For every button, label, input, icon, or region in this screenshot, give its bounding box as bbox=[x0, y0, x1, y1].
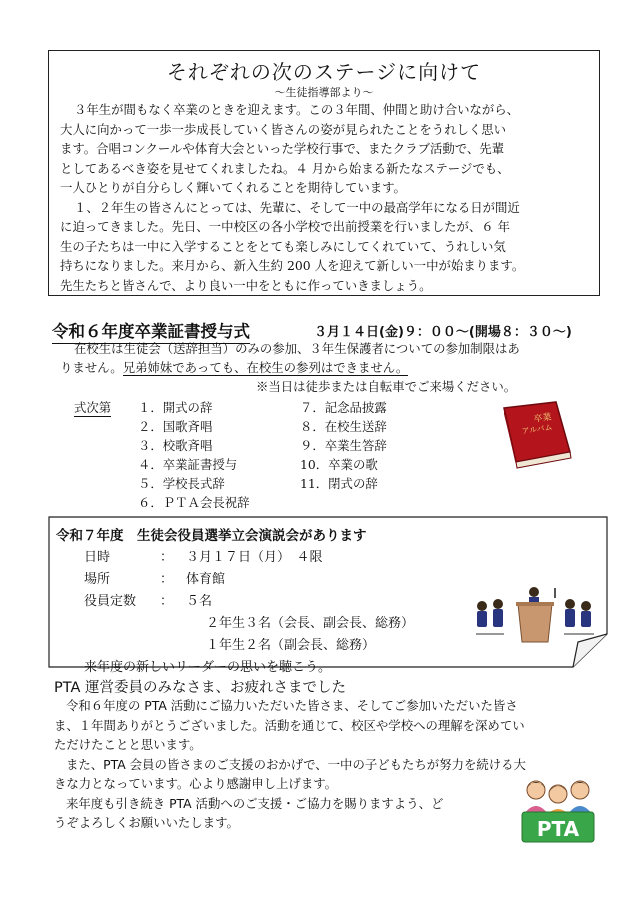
program-item: ６．ＰＴＡ会長祝辞 bbox=[138, 495, 250, 510]
colon: ： bbox=[160, 572, 174, 587]
pta-badge-text: PTA bbox=[536, 817, 580, 841]
paragraph-line: 一人ひとりが自分らしく輝いてくれることを期待しています。 bbox=[60, 180, 406, 195]
program-label: 式次第 bbox=[74, 400, 112, 415]
paragraph-line: 持ちになりました。来月から、新入生約 200 人を迎えて新しい一中が始まります。 bbox=[60, 258, 525, 273]
place-label: 場所 bbox=[84, 572, 111, 587]
paragraph-line: 在校生は生徒会（送辞担当）のみの参加、３年生保護者についての参加制限はあ bbox=[74, 341, 520, 356]
paragraph-line: ま、１年間ありがとうございました。活動を通じて、校区や学校への理解を深めてい bbox=[54, 717, 525, 733]
program-item: ３．校歌斉唱 bbox=[138, 438, 213, 453]
album-subtitle-text: アルバム bbox=[521, 422, 554, 436]
pta-people-icon bbox=[516, 774, 600, 848]
section-subtitle: ～生徒指導部より～ bbox=[274, 86, 374, 99]
paragraph-line: １、２年生の皆さんにとっては、先輩に、そして一中の最高学年になる日が間近 bbox=[74, 199, 520, 215]
speech-illustration-icon bbox=[472, 584, 600, 644]
grade2-quota: ２年生３名（会長、副会長、総務） bbox=[206, 616, 415, 631]
election-title: 令和７年度 生徒会役員選挙立会演説会があります bbox=[56, 528, 367, 544]
album-title-text: 卒業 bbox=[533, 412, 553, 425]
closing-message: 来年度の新しいリーダーの思いを聴こう。 bbox=[84, 660, 332, 675]
paragraph-line: 来年度も引き続き PTA 活動へのご支援・ご協力を賜りますよう、ど bbox=[66, 795, 444, 811]
program-item: ５．学校長式辞 bbox=[138, 476, 225, 491]
place-value: 体育館 bbox=[186, 572, 226, 587]
paragraph-line: また、PTA 会員の皆さまのご支援のおかげで、一中の子どもたちが努力を続ける大 bbox=[66, 756, 526, 772]
program-item: ８．在校生送辞 bbox=[300, 419, 387, 434]
section-title: それぞれの次のステージに向けて bbox=[166, 60, 482, 84]
program-item: １．開式の辞 bbox=[138, 400, 213, 415]
paragraph-line: 生の子たちは一中に入学することをとても楽しみにしてくれていて、うれしい気 bbox=[60, 238, 506, 254]
paragraph-line: ３年生が間もなく卒業のときを迎えます。この３年間、仲間と助け合いながら、 bbox=[74, 102, 520, 117]
paragraph-line: 先生たちと皆さんで、より良い一中をともに作っていきましょう。 bbox=[60, 277, 432, 293]
colon: ： bbox=[160, 550, 174, 565]
program-item: ２．国歌斉唱 bbox=[138, 419, 213, 434]
paragraph-line: きな力となっています。心より感謝申し上げます。 bbox=[54, 776, 337, 791]
colon: ： bbox=[160, 594, 174, 609]
paragraph-line: としてあるべき姿を見せてくれましたね。４ 月から始まる新たなステージでも、 bbox=[60, 160, 510, 176]
ceremony-date: ３月１４日(金)９：００～(開場８：３０～) bbox=[314, 325, 572, 340]
attendance-note: ※当日は徒歩または自転車でご来場ください。 bbox=[256, 379, 517, 394]
ceremony-heading: 令和６年度卒業証書授与式 bbox=[52, 318, 250, 344]
count-value: ５名 bbox=[186, 594, 213, 609]
paragraph-line: ただけたことと思います。 bbox=[54, 737, 202, 752]
underlined-notice: 兄弟姉妹であっても、在校生の参列はできません。 bbox=[122, 360, 409, 375]
pta-heading: PTA 運営委員のみなさま、お疲れさまでした bbox=[54, 680, 347, 696]
paragraph-line: に迫ってきました。先日、一中校区の各小学校で出前授業を行いましたが、６ 年 bbox=[60, 219, 511, 234]
program-item: ９．卒業生答辞 bbox=[300, 438, 387, 453]
paragraph-line: うぞよろしくお願いいたします。 bbox=[54, 815, 239, 830]
paragraph-line: 大人に向かって一歩一歩成長していく皆さんの姿が見られたことをうれしく思い bbox=[60, 121, 507, 137]
date-value: ３月１７日（月） ４限 bbox=[186, 550, 323, 565]
paragraph-text: りません。 bbox=[60, 360, 123, 375]
program-item: 11．閉式の辞 bbox=[300, 476, 378, 491]
program-item: ７．記念品披露 bbox=[300, 400, 387, 415]
count-label: 役員定数 bbox=[84, 594, 137, 609]
program-item: 10．卒業の歌 bbox=[300, 457, 378, 472]
paragraph-line bbox=[60, 358, 408, 378]
date-label: 日時 bbox=[84, 550, 111, 565]
grade1-quota: １年生２名（副会長、総務） bbox=[206, 638, 376, 653]
paragraph-line: ます。合唱コンクールや体育大会といった学校行事で、またクラブ活動で、先輩 bbox=[60, 141, 505, 156]
program-item: ４．卒業証書授与 bbox=[138, 457, 238, 472]
graduation-album-icon bbox=[494, 400, 576, 472]
paragraph-line: 令和６年度の PTA 活動にご協力いただいた皆さま、そしてご参加いただいた皆さ bbox=[66, 698, 518, 713]
